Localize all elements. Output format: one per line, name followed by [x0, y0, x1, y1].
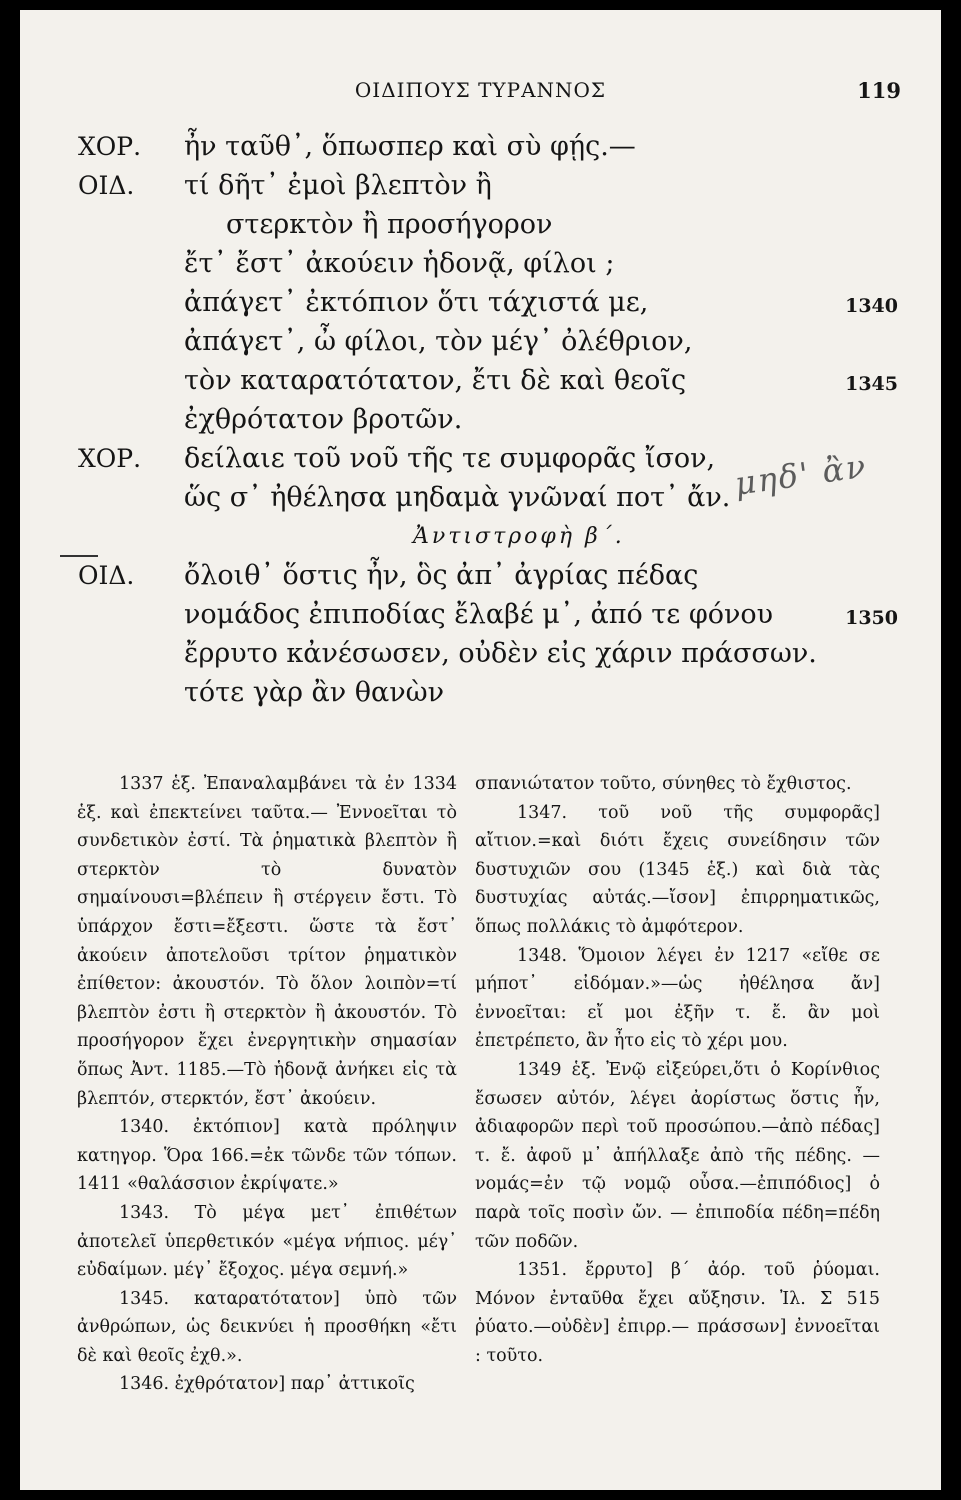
verse-text: ἔρρυτο κἀνέσωσεν, οὐδὲν εἰς χάριν πράσσων.: [184, 638, 817, 669]
verse-text: νομάδος ἐπιποδίας ἔλαβέ μ᾽, ἀπό τε φόνου: [184, 599, 774, 630]
commentary-note: 1351. ἔρρυτο] β΄ ἀόρ. τοῦ ῥύομαι. Μόνον ἐνταῦθα ἔχει αὔξησιν. Ἰλ. Σ 515 ῥύατο.—οὐδὲν] ἐπιρρ.— πράσσων] ἐννοεῖται : τοῦτο.: [475, 1260, 880, 1366]
verse-text: ἀπάγετ᾽ ἐκτόπιον ὅτι τάχιστά με,: [184, 287, 649, 318]
commentary-note: 1347. τοῦ νοῦ τῆς συμφορᾶς] αἴτιον.=καὶ διότι ἔχεις συνείδησιν τῶν δυστυχιῶν σου (1345 ἑξ.) καὶ διὰ τὰς δυστυχίας αὐτάς.—ἴσον] ἐπιρρηματικῶς, ὅπως πολλάκις τὸ ἀμφότερον.: [475, 802, 880, 937]
commentary-note: 1348. Ὅμοιον λέγει ἐν 1217 «εἴθε σε μήποτ᾽ εἰδόμαν.»—ὡς ἠθέλησα ἄν] ἐννοεῖται: εἴ μοι ἐξῆν τ. ἔ. ἂν μοὶ ἐπετρέπετο, ἂν ἦτο εἰς τὸ χέρι μου.: [475, 945, 880, 1052]
verse-text: τί δῆτ᾽ ἐμοὶ βλεπτὸν ἢ: [184, 170, 492, 201]
commentary-note: 1345. καταρατότατον] ὑπὸ τῶν ἀνθρώπων, ὡς δεικνύει ἡ προσθήκη «ἔτι δὲ καὶ θεοῖς ἐχθ.».: [77, 1288, 457, 1366]
verse-line: [78, 283, 938, 322]
verse-text: ἦν ταῦθ᾽, ὅπωσπερ καὶ σὺ φῄς.—: [184, 131, 636, 162]
verse-text: ὥς σ᾽ ἠθέλησα μηδαμὰ γνῶναί ποτ᾽ ἄν.: [184, 482, 731, 513]
line-number: 1340: [845, 295, 898, 317]
verse-line: [78, 673, 938, 712]
verse-text: ὄλοιθ᾽ ὅστις ἦν, ὃς ἀπ᾽ ἀγρίας πέδας: [184, 560, 699, 591]
verse-text: τὸν καταρατότατον, ἔτι δὲ καὶ θεοῖς: [184, 365, 687, 396]
verse-block: [78, 127, 938, 712]
verse-line: [78, 361, 938, 400]
running-head-title: ΟΙΔΙΠΟΥΣ ΤΥΡΑΝΝΟΣ: [354, 78, 607, 102]
speaker-label: ΟΙΔ.: [78, 171, 135, 200]
verse-line: [78, 400, 938, 439]
verse-line: [78, 205, 938, 244]
verse-line: [78, 166, 938, 205]
line-number: 1350: [845, 607, 898, 629]
book-page: [20, 10, 941, 1490]
commentary-note: 1337 ἑξ. Ἐπαναλαμβάνει τὰ ἐν 1334 ἑξ. καὶ ἐπεκτείνει ταῦτα.— Ἐννοεῖται τὸ συνδετικὸν ἐστί. Τὰ ῥηματικὰ βλεπτὸν ἢ στερκτὸν τὸ δυνατὸν σημαίνουσι=βλέπειν ἢ στέργειν ἔστι. Τὸ ὑπάρχον ἔστι=ἔξεστι. ὥστε τὰ ἔστ᾽ ἀκούειν ἀποτελοῦσι τρίτον ῥηματικὸν ἐπίθετον: ἀκουστόν. Τὸ ὅλον λοιπὸν=τί βλεπτὸν ἐστι ἢ στερκτὸν ἢ ἀκουστόν. Τὸ προσήγορον ἔχει ἐνεργητικὴν σημασίαν ὅπως Ἀντ. 1185.—Τὸ ἡδονᾷ ἀνήκει εἰς τὰ βλεπτόν, στερκτόν, ἔστ᾽ ἀκούειν.: [77, 774, 457, 1109]
commentary-note: 1340. ἐκτόπιον] κατὰ πρόληψιν κατηγορ. Ὅρα 166.=ἐκ τῶνδε τῶν τόπων. 1411 «θαλάσσιον ἐκρίψατε.»: [77, 1117, 457, 1195]
verse-text: δείλαιε τοῦ νοῦ τῆς τε συμφορᾶς ἴσον,: [184, 443, 716, 474]
commentary-right-column: [475, 770, 880, 1370]
verse-text: ἐχθρότατον βροτῶν.: [184, 404, 463, 435]
page-number: 119: [857, 78, 901, 103]
verse-text: ἀπάγετ᾽, ὦ φίλοι, τὸν μέγ᾽ ὀλέθριον,: [184, 326, 693, 357]
verse-text: τότε γὰρ ἂν θανὼν: [184, 677, 445, 708]
speaker-label: ΟΙΔ.: [78, 561, 135, 590]
handwritten-margin-note: μηδ' ἂν: [732, 446, 870, 503]
commentary-left-column: [77, 770, 457, 1399]
line-number: 1345: [845, 373, 898, 395]
speaker-label: ΧΟΡ.: [78, 132, 142, 161]
margin-dash-mark: [60, 555, 98, 557]
verse-line: [78, 595, 938, 634]
commentary-note: σπανιώτατον τοῦτο, σύνηθες τὸ ἔχθιστος.: [475, 774, 852, 794]
commentary-note: 1346. ἐχθρότατον] παρ᾽ ἀττικοῖς: [119, 1374, 415, 1395]
commentary-note: 1349 ἑξ. Ἐνῷ εἰξεύρει,ὅτι ὁ Κορίνθιος ἔσωσεν αὐτόν, λέγει ἀορίστως ὅστις ἦν, ἀδιαφορῶν περὶ τοῦ προσώπου.—ἀπὸ πέδας] τ. ἔ. ἀφοῦ μ᾽ ἀπήλλαξε ἀπὸ τῆς πέδης. — νομάς=ἐν τῷ νομῷ οὖσα.—ἐπιπόδιος] ὁ παρὰ τοῖς ποσὶν ὤν. — ἐπιποδία πέδη=πέδη τῶν ποδῶν.: [475, 1059, 880, 1252]
antistrophe-heading: Ἀντιστροφὴ β΄.: [413, 524, 625, 549]
verse-line: [78, 322, 938, 361]
verse-line: [78, 244, 938, 283]
speaker-label: ΧΟΡ.: [78, 444, 142, 473]
commentary-note: 1343. Τὸ μέγα μετ᾽ ἐπιθέτων ἀποτελεῖ ὑπερθετικόν «μέγα νήπιος. μέγ᾽ εὐδαίμων. μέγ᾽ ἔξοχος. μέγα σεμνή.»: [77, 1202, 457, 1281]
verse-line: [78, 127, 938, 166]
verse-text: ἔτ᾽ ἔστ᾽ ἀκούειν ἡδονᾷ, φίλοι ;: [184, 248, 615, 279]
verse-line: [78, 556, 938, 595]
verse-text: στερκτὸν ἢ προσήγορον: [226, 209, 553, 240]
verse-line: [78, 634, 938, 673]
